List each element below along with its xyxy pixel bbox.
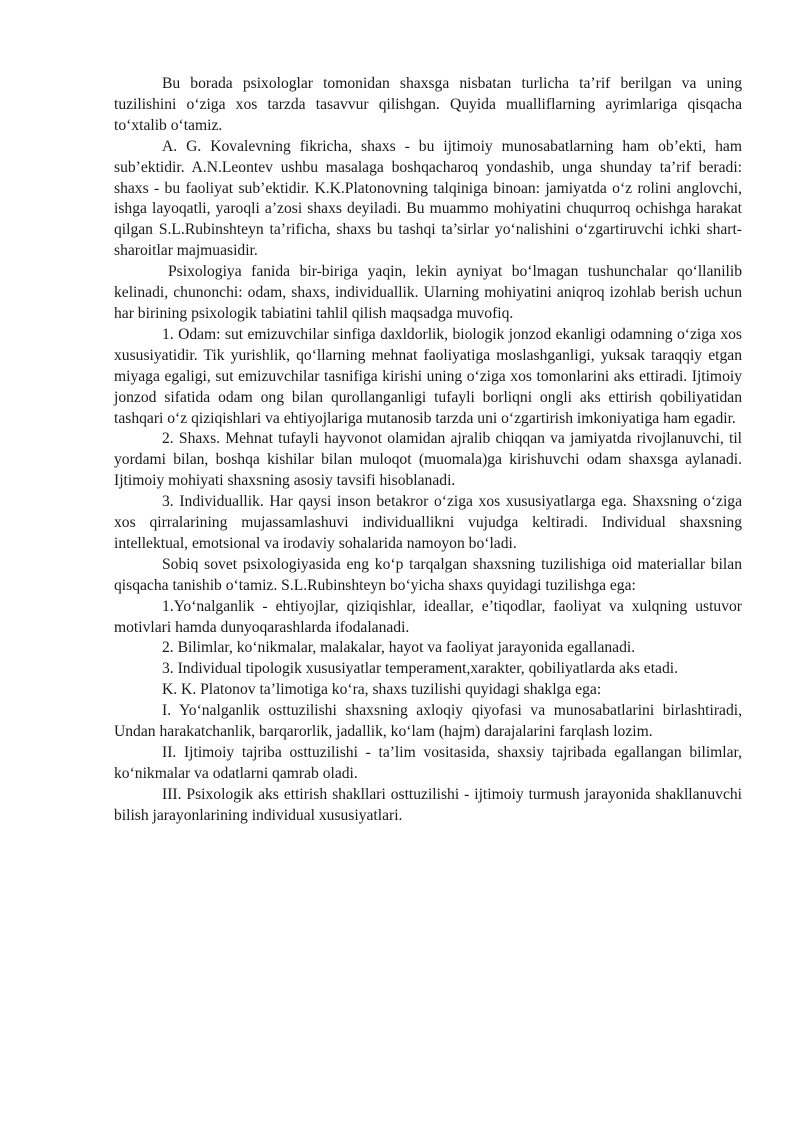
list-item-platonov-1: I. Yo‘nalganlik osttuzilishi shaxsning axloqiy qiyofasi va munosabatlarini birlashtiradi, Undan harakatchanlik, barqarorlik, jadallik, ko‘lam (hajm) darajalarini farqlash lozim. [114, 702, 742, 741]
paragraph-definitions: A. G. Kovalevning fikricha, shaxs - bu ijtimoiy munosabatlarning ham ob’ekti, ham sub’ektidir. A.N.Leontev ushbu masalaga boshqacharoq yondashib, unga shunday ta’rif beradi: shaxs - bu faoliyat sub’ektidir. K.K.Platonovning talqiniga binoan: jamiyatda o‘z rolini anglovchi, ishga layoqatli, yaroqli a’zosi shaxs deyiladi. Bu muammo mohiyatini chuqurroq ochishga harakat qilgan S.L.Rubinshteyn ta’rificha, shaxs bu tashqi ta’sirlar yo‘nalishini o‘zgartiruvchi ichki shart-sharoitlar majmuasidir. [114, 137, 742, 260]
paragraph-individuallik: 3. Individuallik. Har qaysi inson betakror o‘ziga xos xususiyatlarga ega. Shaxsning o‘ziga xos qirralarining mujassamlashuvi individuallikni vujudga keltiradi. Individual shaxsning intellektual, emotsional va irodaviy sohalarida namoyon bo‘ladi. [114, 493, 742, 552]
paragraph-intro: Bu borada psixologlar tomonidan shaxsga nisbatan turlicha ta’rif berilgan va uning tuzilishini o‘ziga xos tarzda tasavvur qilishgan. Quyida mualliflarning ayrimlariga qisqacha to‘xtalib o‘tamiz. [114, 75, 742, 134]
paragraph-concepts: Psixologiya fanida bir-biriga yaqin, lekin ayniyat bo‘lmagan tushunchalar qo‘llanilib kelinadi, chunonchi: odam, shaxs, individuallik. Ularning mohiyatini aniqroq izohlab berish uchun har birining psixologik tabiatini tahlil qilish maqsadga muvofiq. [114, 263, 742, 322]
list-item-platonov-3: III. Psixologik aks ettirish shakllari osttuzilishi - ijtimoiy turmush jarayonida shakllanuvchi bilish jarayonlarining individual xususiyatlari. [114, 785, 742, 824]
paragraph-shaxs: 2. Shaxs. Mehnat tufayli hayvonot olamidan ajralib chiqqan va jamiyatda rivojlanuvchi, til yordami bilan, boshqa kishilar bilan muloqot (muomala)ga kirishuvchi odam shaxsga aylanadi. Ijtimoiy mohiyati shaxsning asosiy tavsifi hisoblanadi. [114, 430, 742, 490]
list-item-rubinshteyn-1: 1.Yo‘nalganlik - ehtiyojlar, qiziqishlar, ideallar, e’tiqodlar, faoliyat va xulqning ustuvor motivlari hamda dunyoqarashlarda ifodalanadi. [114, 597, 742, 636]
paragraph-platonov: K. K. Platonov ta’limotiga ko‘ra, shaxs tuzilishi quyidagi shaklga ega: [162, 681, 602, 699]
paragraph-soviet-psychology: Sobiq sovet psixologiyasida eng ko‘p tarqalgan shaxsning tuzilishiga oid materiallar bilan qisqacha tanishib o‘tamiz. S.L.Rubinshteyn bo‘yicha shaxs quyidagi tuzilishga ega: [114, 555, 742, 594]
list-item-platonov-2: II. Ijtimoiy tajriba osttuzilishi - ta’lim vositasida, shaxsiy tajribada egallangan bilimlar, ko‘nikmalar va odatlarni qamrab oladi. [114, 744, 742, 782]
paragraph-odam: 1. Odam: sut emizuvchilar sinfiga daxldorlik, biologik jonzod ekanligi odamning o‘ziga xos xususiyatidir. Tik yurishlik, qo‘llarning mehnat faoliyatiga moslashganligi, yuksak taraqqiy etgan miyaga egaligi, sut emizuvchilar tasnifiga kirishi uning o‘ziga xos tomonlarini aks ettiradi. Ijtimoiy jonzod sifatida odam ong bilan qurollanganligi tufayli borliqni ongli aks ettirish qobiliyatidan tashqari o‘z qiziqishlari va ehtiyojlariga mutanosib tarzda uni o‘zgartirish imkoniyatiga ham egadir. [114, 325, 742, 427]
document-page [114, 74, 742, 827]
list-item-rubinshteyn-2: 2. Bilimlar, ko‘nikmalar, malakalar, hayot va faoliyat jarayonida egallanadi. [162, 639, 636, 657]
list-item-rubinshteyn-3: 3. Individual tipologik xususiyatlar temperament,xarakter, qobiliyatlarda aks etadi. [162, 660, 678, 678]
